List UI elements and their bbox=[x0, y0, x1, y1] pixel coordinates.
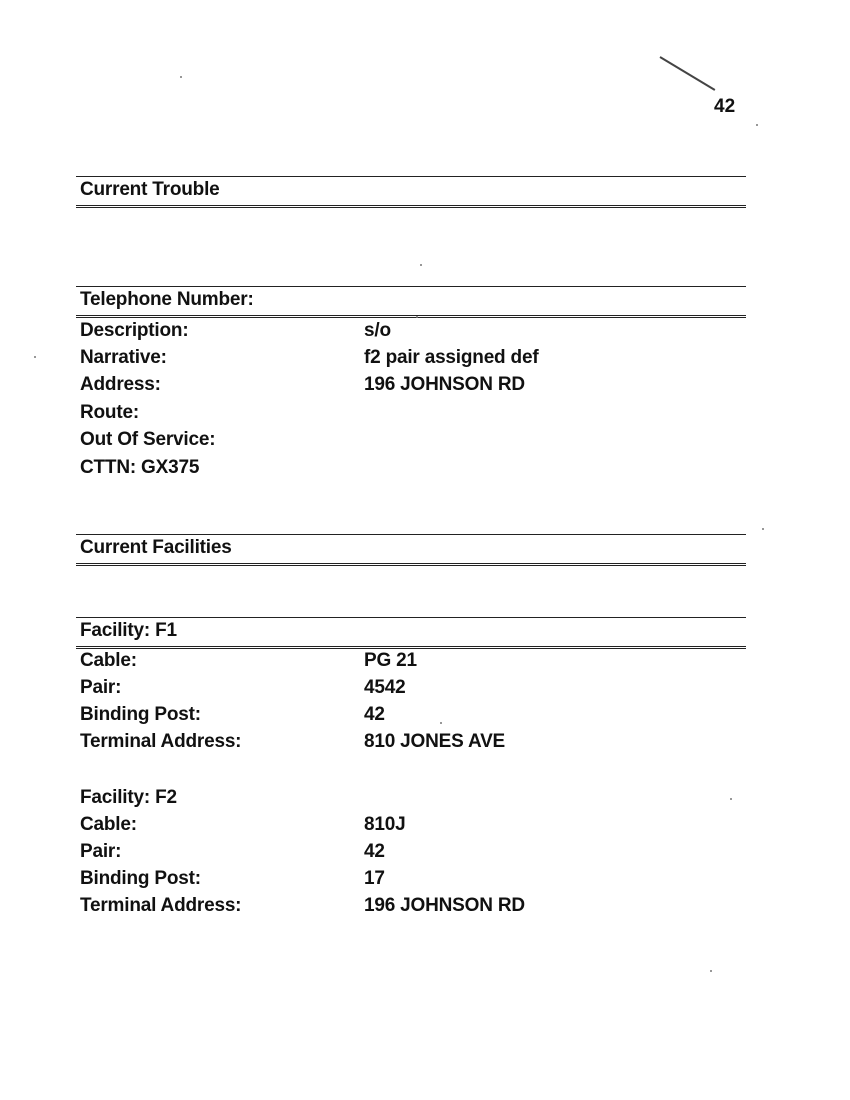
scan-speck bbox=[730, 798, 732, 800]
route-label: Route: bbox=[80, 402, 139, 423]
description-label: Description: bbox=[80, 320, 189, 341]
corner-pen-mark bbox=[659, 56, 715, 91]
f1-binding-post-row bbox=[80, 704, 720, 730]
scan-speck bbox=[762, 528, 764, 530]
f1-pair-value: 4542 bbox=[364, 677, 406, 698]
f2-binding-post-row bbox=[80, 868, 720, 894]
route-row bbox=[80, 402, 720, 428]
cttn-label: CTTN: GX375 bbox=[80, 457, 200, 478]
f2-binding-post-value: 17 bbox=[364, 868, 385, 889]
f2-title-row bbox=[80, 787, 720, 813]
f1-terminal-address-value: 810 JONES AVE bbox=[364, 731, 506, 752]
cttn-row bbox=[80, 457, 720, 483]
scan-speck bbox=[710, 970, 712, 972]
f2-pair-value: 42 bbox=[364, 841, 385, 862]
f1-cable-value: PG 21 bbox=[364, 650, 417, 671]
f2-pair-label: Pair: bbox=[80, 841, 122, 862]
section-title: Facility: F1 bbox=[80, 620, 177, 641]
address-label: Address: bbox=[80, 374, 161, 395]
f1-terminal-address-row bbox=[80, 731, 720, 757]
section-current-facilities bbox=[76, 534, 746, 566]
description-row bbox=[80, 320, 720, 346]
f1-pair-label: Pair: bbox=[80, 677, 122, 698]
narrative-label: Narrative: bbox=[80, 347, 167, 368]
f2-binding-post-label: Binding Post: bbox=[80, 868, 201, 889]
scan-speck bbox=[180, 76, 182, 78]
narrative-value: f2 pair assigned def bbox=[364, 347, 539, 368]
out-of-service-row bbox=[80, 429, 720, 455]
f1-terminal-address-label: Terminal Address: bbox=[80, 731, 242, 752]
f2-terminal-address-value: 196 JOHNSON RD bbox=[364, 895, 525, 916]
scan-speck bbox=[420, 264, 422, 266]
f1-binding-post-label: Binding Post: bbox=[80, 704, 201, 725]
scan-speck bbox=[756, 124, 758, 126]
f1-pair-row bbox=[80, 677, 720, 703]
narrative-row bbox=[80, 347, 720, 373]
scan-speck bbox=[416, 316, 418, 318]
f2-title: Facility: F2 bbox=[80, 787, 177, 808]
f2-cable-label: Cable: bbox=[80, 814, 137, 835]
f2-cable-row bbox=[80, 814, 720, 840]
address-row bbox=[80, 374, 720, 400]
section-facility-f1 bbox=[76, 617, 746, 649]
address-value: 196 JOHNSON RD bbox=[364, 374, 525, 395]
section-current-trouble bbox=[76, 176, 746, 208]
f2-pair-row bbox=[80, 841, 720, 867]
out-of-service-label: Out Of Service: bbox=[80, 429, 216, 450]
f2-terminal-address-row bbox=[80, 895, 720, 921]
f2-terminal-address-label: Terminal Address: bbox=[80, 895, 242, 916]
f2-cable-value: 810J bbox=[364, 814, 406, 835]
scan-speck bbox=[34, 356, 36, 358]
scan-speck bbox=[440, 722, 442, 724]
description-value: s/o bbox=[364, 320, 391, 341]
f1-cable-row bbox=[80, 650, 720, 676]
page-number: 42 bbox=[714, 96, 736, 117]
section-title: Telephone Number: bbox=[80, 289, 254, 310]
f1-cable-label: Cable: bbox=[80, 650, 137, 671]
section-title: Current Trouble bbox=[80, 179, 220, 200]
section-telephone-number bbox=[76, 286, 746, 318]
f1-binding-post-value: 42 bbox=[364, 704, 385, 725]
section-title: Current Facilities bbox=[80, 537, 232, 558]
